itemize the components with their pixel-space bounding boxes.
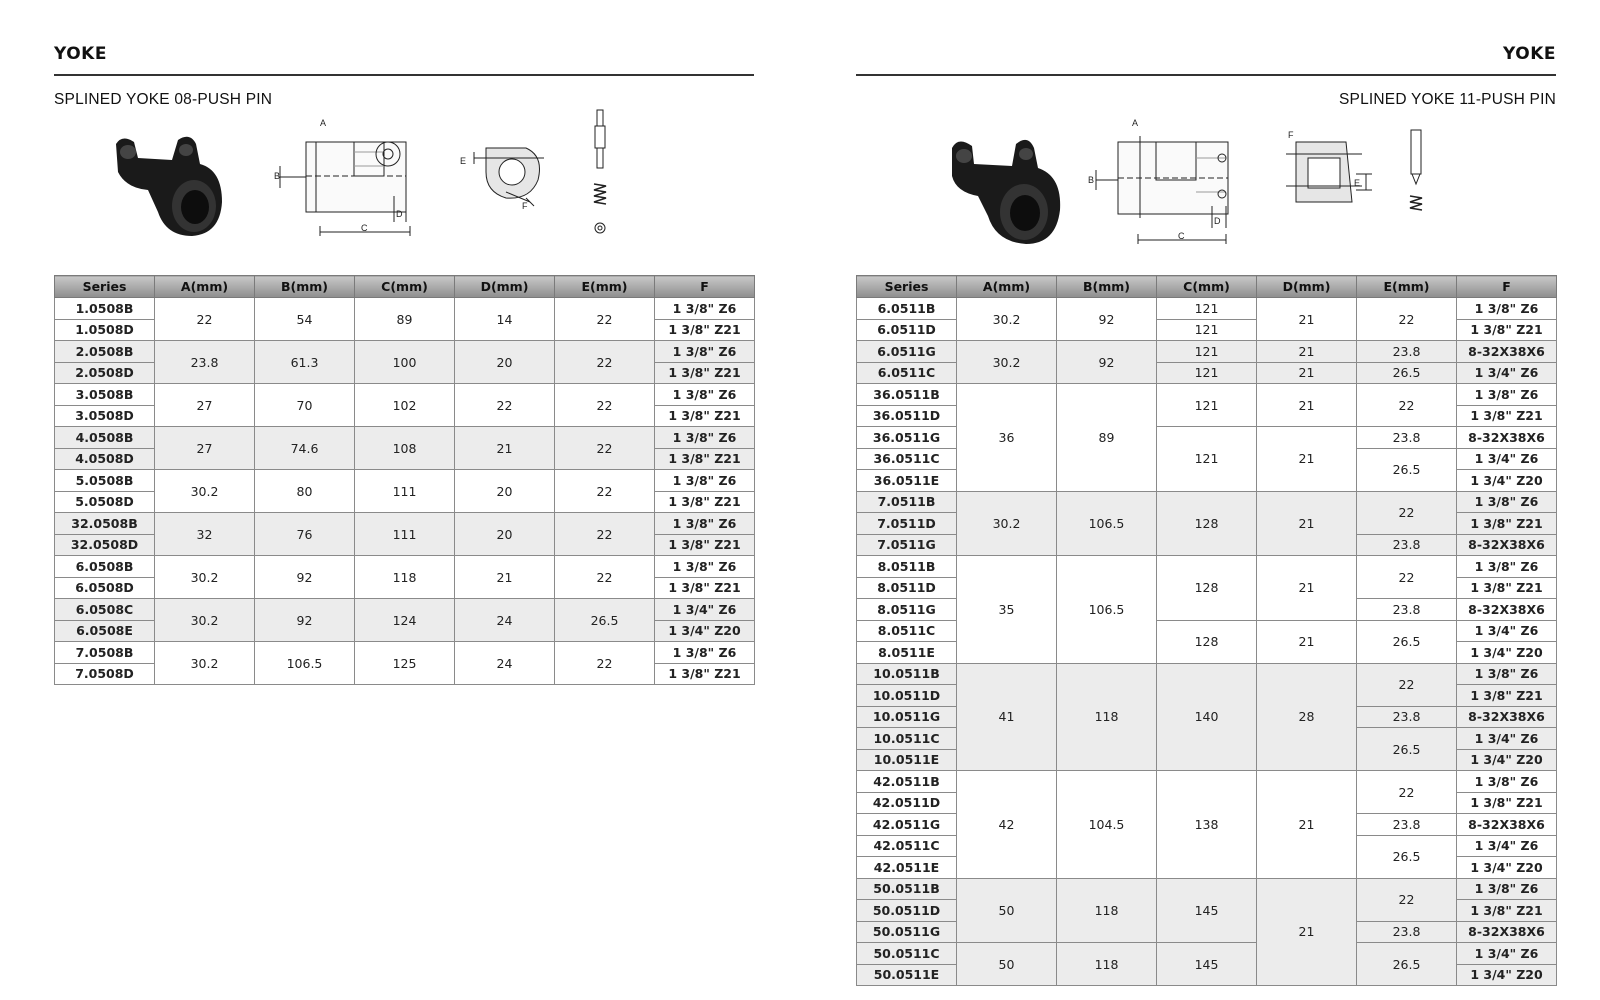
col-series: Series — [55, 276, 155, 298]
c-value: 121 — [1157, 319, 1257, 341]
left-page — [54, 0, 754, 1000]
series-cell: 42.0511B — [857, 771, 957, 793]
c-value: 128 — [1157, 556, 1257, 621]
e-value: 22 — [1357, 491, 1457, 534]
c-value: 89 — [355, 298, 455, 341]
f-value: 1 3/8" Z21 — [655, 405, 755, 427]
b-value: 118 — [1057, 663, 1157, 771]
a-value: 30.2 — [155, 599, 255, 642]
f-value: 1 3/8" Z21 — [655, 534, 755, 556]
e-value: 22 — [555, 642, 655, 685]
f-value: 1 3/8" Z21 — [655, 448, 755, 470]
left-subtitle: SPLINED YOKE 08-PUSH PIN — [54, 91, 273, 108]
e-value: 22 — [1357, 556, 1457, 599]
c-value: 121 — [1157, 341, 1257, 363]
col-e: E(mm) — [555, 276, 655, 298]
table-row — [55, 556, 755, 578]
c-value: 102 — [355, 384, 455, 427]
table-row — [857, 943, 1557, 965]
col-b: B(mm) — [255, 276, 355, 298]
e-value: 23.8 — [1357, 534, 1457, 556]
d-value: 21 — [1257, 620, 1357, 663]
col-a: A(mm) — [155, 276, 255, 298]
b-value: 118 — [1057, 878, 1157, 943]
f-value: 1 3/8" Z21 — [655, 491, 755, 513]
f-value: 1 3/8" Z21 — [1457, 577, 1557, 599]
e-value: 23.8 — [1357, 706, 1457, 728]
col-f: F — [655, 276, 755, 298]
table-row — [55, 427, 755, 449]
e-value: 26.5 — [1357, 362, 1457, 384]
e-value: 22 — [555, 556, 655, 599]
e-value: 22 — [1357, 771, 1457, 814]
yoke-photo-08 — [116, 137, 222, 236]
series-cell: 42.0511C — [857, 835, 957, 857]
a-value: 30.2 — [155, 556, 255, 599]
yoke-section-drawing-08 — [474, 148, 544, 206]
series-cell: 6.0511G — [857, 341, 957, 363]
series-cell: 6.0511B — [857, 298, 957, 320]
e-value: 22 — [555, 513, 655, 556]
table-row — [55, 341, 755, 363]
series-cell: 36.0511E — [857, 470, 957, 492]
b-value: 106.5 — [1057, 491, 1157, 556]
series-cell: 7.0511G — [857, 534, 957, 556]
e-value: 23.8 — [1357, 427, 1457, 449]
left-table-body — [55, 298, 755, 685]
a-value: 27 — [155, 384, 255, 427]
left-drawings — [54, 106, 754, 246]
series-cell: 8.0511C — [857, 620, 957, 642]
fig-label-a-08: A — [320, 118, 327, 128]
e-value: 26.5 — [1357, 943, 1457, 986]
fig-label-e-08: E — [460, 156, 467, 166]
f-value: 1 3/4" Z20 — [655, 620, 755, 642]
f-value: 8-32X38X6 — [1457, 706, 1557, 728]
left-spec-table — [54, 275, 755, 685]
c-value: 145 — [1157, 878, 1257, 943]
right-header-title: YOKE — [1503, 44, 1556, 64]
c-value: 118 — [355, 556, 455, 599]
col-f: F — [1457, 276, 1557, 298]
right-page — [856, 0, 1556, 1000]
yoke-side-drawing-08 — [280, 142, 410, 236]
d-value: 21 — [1257, 771, 1357, 879]
f-value: 1 3/8" Z21 — [1457, 900, 1557, 922]
f-value: 1 3/8" Z6 — [1457, 878, 1557, 900]
series-cell: 7.0511B — [857, 491, 957, 513]
yoke-side-drawing-11 — [1096, 136, 1228, 244]
d-value: 20 — [455, 341, 555, 384]
b-value: 92 — [255, 599, 355, 642]
d-value: 21 — [1257, 341, 1357, 363]
fig-label-d-11: D — [1214, 216, 1221, 226]
f-value: 1 3/8" Z6 — [655, 384, 755, 406]
a-value: 27 — [155, 427, 255, 470]
b-value: 76 — [255, 513, 355, 556]
series-cell: 3.0508B — [55, 384, 155, 406]
c-value: 108 — [355, 427, 455, 470]
series-cell: 42.0511D — [857, 792, 957, 814]
b-value: 61.3 — [255, 341, 355, 384]
series-cell: 7.0508D — [55, 663, 155, 685]
a-value: 42 — [957, 771, 1057, 879]
fig-label-d-08: D — [396, 209, 403, 219]
right-subtitle: SPLINED YOKE 11-PUSH PIN — [1339, 91, 1556, 108]
e-value: 23.8 — [1357, 599, 1457, 621]
e-value: 26.5 — [1357, 835, 1457, 878]
f-value: 1 3/8" Z6 — [655, 470, 755, 492]
series-cell: 50.0511E — [857, 964, 957, 986]
e-value: 23.8 — [1357, 341, 1457, 363]
d-value: 24 — [455, 599, 555, 642]
b-value: 92 — [1057, 341, 1157, 384]
e-value: 22 — [555, 470, 655, 513]
d-value: 21 — [1257, 298, 1357, 341]
col-series: Series — [857, 276, 957, 298]
f-value: 1 3/4" Z20 — [1457, 470, 1557, 492]
fig-label-b-11: B — [1088, 175, 1095, 185]
series-cell: 6.0508E — [55, 620, 155, 642]
b-value: 74.6 — [255, 427, 355, 470]
series-cell: 7.0508B — [55, 642, 155, 664]
c-value: 124 — [355, 599, 455, 642]
f-value: 1 3/4" Z20 — [1457, 749, 1557, 771]
series-cell: 50.0511C — [857, 943, 957, 965]
series-cell: 6.0508D — [55, 577, 155, 599]
c-value: 140 — [1157, 663, 1257, 771]
a-value: 50 — [957, 878, 1057, 943]
table-row — [857, 663, 1557, 685]
f-value: 1 3/8" Z6 — [1457, 491, 1557, 513]
a-value: 23.8 — [155, 341, 255, 384]
f-value: 1 3/4" Z6 — [1457, 620, 1557, 642]
c-value: 121 — [1157, 362, 1257, 384]
f-value: 8-32X38X6 — [1457, 599, 1557, 621]
a-value: 30.2 — [155, 470, 255, 513]
table-row — [857, 341, 1557, 363]
series-cell: 32.0508D — [55, 534, 155, 556]
series-cell: 8.0511E — [857, 642, 957, 664]
table-row — [857, 556, 1557, 578]
d-value: 21 — [1257, 491, 1357, 556]
f-value: 1 3/8" Z6 — [655, 513, 755, 535]
series-cell: 3.0508D — [55, 405, 155, 427]
f-value: 1 3/8" Z6 — [1457, 384, 1557, 406]
a-value: 30.2 — [957, 491, 1057, 556]
d-value: 21 — [1257, 362, 1357, 384]
table-row — [857, 878, 1557, 900]
push-pin-drawing-08 — [594, 110, 606, 233]
c-value: 111 — [355, 513, 455, 556]
e-value: 22 — [555, 384, 655, 427]
fig-label-a-11: A — [1132, 118, 1139, 128]
c-value: 121 — [1157, 384, 1257, 427]
f-value: 1 3/8" Z6 — [655, 642, 755, 664]
series-cell: 4.0508D — [55, 448, 155, 470]
series-cell: 10.0511B — [857, 663, 957, 685]
series-cell: 7.0511D — [857, 513, 957, 535]
table-row — [55, 384, 755, 406]
f-value: 1 3/8" Z6 — [1457, 556, 1557, 578]
yoke-section-drawing-11 — [1286, 142, 1372, 202]
f-value: 1 3/8" Z21 — [1457, 513, 1557, 535]
series-cell: 50.0511G — [857, 921, 957, 943]
b-value: 92 — [255, 556, 355, 599]
col-a: A(mm) — [957, 276, 1057, 298]
series-cell: 10.0511G — [857, 706, 957, 728]
series-cell: 5.0508B — [55, 470, 155, 492]
f-value: 8-32X38X6 — [1457, 341, 1557, 363]
c-value: 128 — [1157, 491, 1257, 556]
series-cell: 5.0508D — [55, 491, 155, 513]
f-value: 8-32X38X6 — [1457, 814, 1557, 836]
e-value: 22 — [555, 341, 655, 384]
c-value: 121 — [1157, 298, 1257, 320]
f-value: 1 3/4" Z20 — [1457, 964, 1557, 986]
e-value: 22 — [1357, 384, 1457, 427]
f-value: 8-32X38X6 — [1457, 534, 1557, 556]
series-cell: 50.0511D — [857, 900, 957, 922]
c-value: 100 — [355, 341, 455, 384]
series-cell: 2.0508B — [55, 341, 155, 363]
f-value: 1 3/8" Z21 — [1457, 685, 1557, 707]
f-value: 1 3/8" Z21 — [1457, 319, 1557, 341]
f-value: 1 3/4" Z6 — [1457, 943, 1557, 965]
f-value: 1 3/4" Z6 — [655, 599, 755, 621]
c-value: 138 — [1157, 771, 1257, 879]
table-row — [55, 513, 755, 535]
a-value: 30.2 — [957, 341, 1057, 384]
series-cell: 6.0508C — [55, 599, 155, 621]
table-row — [55, 470, 755, 492]
right-figures — [856, 106, 1556, 246]
e-value: 26.5 — [1357, 728, 1457, 771]
series-cell: 36.0511C — [857, 448, 957, 470]
c-value: 111 — [355, 470, 455, 513]
d-value: 28 — [1257, 663, 1357, 771]
e-value: 23.8 — [1357, 921, 1457, 943]
series-cell: 6.0508B — [55, 556, 155, 578]
d-value: 22 — [455, 384, 555, 427]
f-value: 1 3/8" Z6 — [655, 341, 755, 363]
d-value: 20 — [455, 513, 555, 556]
f-value: 1 3/8" Z21 — [1457, 405, 1557, 427]
f-value: 1 3/8" Z6 — [655, 427, 755, 449]
f-value: 1 3/8" Z6 — [655, 556, 755, 578]
b-value: 106.5 — [255, 642, 355, 685]
fig-label-b-08: B — [274, 171, 281, 181]
table-row — [857, 298, 1557, 320]
c-value: 125 — [355, 642, 455, 685]
f-value: 1 3/8" Z6 — [1457, 298, 1557, 320]
table-row — [55, 599, 755, 621]
fig-label-c-08: C — [361, 223, 368, 233]
table-row — [857, 491, 1557, 513]
f-value: 1 3/8" Z21 — [655, 319, 755, 341]
d-value: 21 — [1257, 427, 1357, 492]
f-value: 1 3/8" Z21 — [1457, 792, 1557, 814]
series-cell: 36.0511B — [857, 384, 957, 406]
series-cell: 8.0511B — [857, 556, 957, 578]
series-cell: 10.0511C — [857, 728, 957, 750]
right-spec-table — [856, 275, 1557, 986]
table-row — [857, 384, 1557, 406]
d-value: 21 — [455, 556, 555, 599]
c-value: 121 — [1157, 427, 1257, 492]
series-cell: 6.0511C — [857, 362, 957, 384]
series-cell: 4.0508B — [55, 427, 155, 449]
b-value: 89 — [1057, 384, 1157, 492]
e-value: 22 — [1357, 878, 1457, 921]
f-value: 1 3/8" Z6 — [1457, 771, 1557, 793]
d-value: 21 — [455, 427, 555, 470]
series-cell: 36.0511D — [857, 405, 957, 427]
f-value: 1 3/8" Z6 — [655, 298, 755, 320]
e-value: 26.5 — [1357, 620, 1457, 663]
left-header-title: YOKE — [54, 44, 107, 64]
right-header — [856, 44, 1556, 76]
series-cell: 50.0511B — [857, 878, 957, 900]
a-value: 36 — [957, 384, 1057, 492]
d-value: 14 — [455, 298, 555, 341]
d-value: 21 — [1257, 384, 1357, 427]
left-figures — [54, 106, 754, 246]
table-row — [857, 771, 1557, 793]
f-value: 1 3/4" Z20 — [1457, 857, 1557, 879]
f-value: 1 3/4" Z6 — [1457, 448, 1557, 470]
series-cell: 10.0511D — [857, 685, 957, 707]
series-cell: 8.0511G — [857, 599, 957, 621]
table-row — [55, 642, 755, 664]
series-cell: 10.0511E — [857, 749, 957, 771]
table-row — [55, 298, 755, 320]
col-e: E(mm) — [1357, 276, 1457, 298]
c-value: 128 — [1157, 620, 1257, 663]
series-cell: 32.0508B — [55, 513, 155, 535]
f-value: 1 3/8" Z21 — [655, 663, 755, 685]
col-c: C(mm) — [1157, 276, 1257, 298]
fig-label-e-11: E — [1354, 178, 1361, 188]
f-value: 1 3/4" Z20 — [1457, 642, 1557, 664]
left-table-header-row — [55, 276, 755, 298]
series-cell: 6.0511D — [857, 319, 957, 341]
d-value: 24 — [455, 642, 555, 685]
b-value: 106.5 — [1057, 556, 1157, 664]
e-value: 22 — [1357, 298, 1457, 341]
e-value: 23.8 — [1357, 814, 1457, 836]
e-value: 26.5 — [555, 599, 655, 642]
e-value: 26.5 — [1357, 448, 1457, 491]
series-cell: 1.0508B — [55, 298, 155, 320]
a-value: 50 — [957, 943, 1057, 986]
a-value: 35 — [957, 556, 1057, 664]
e-value: 22 — [555, 427, 655, 470]
b-value: 104.5 — [1057, 771, 1157, 879]
series-cell: 36.0511G — [857, 427, 957, 449]
series-cell: 2.0508D — [55, 362, 155, 384]
f-value: 1 3/8" Z21 — [655, 577, 755, 599]
b-value: 54 — [255, 298, 355, 341]
right-drawings — [856, 106, 1556, 246]
f-value: 1 3/4" Z6 — [1457, 362, 1557, 384]
a-value: 32 — [155, 513, 255, 556]
f-value: 1 3/8" Z21 — [655, 362, 755, 384]
series-cell: 42.0511G — [857, 814, 957, 836]
f-value: 8-32X38X6 — [1457, 427, 1557, 449]
series-cell: 1.0508D — [55, 319, 155, 341]
series-cell: 8.0511D — [857, 577, 957, 599]
push-pin-drawing-11 — [1410, 130, 1422, 210]
f-value: 8-32X38X6 — [1457, 921, 1557, 943]
f-value: 1 3/4" Z6 — [1457, 728, 1557, 750]
a-value: 41 — [957, 663, 1057, 771]
e-value: 22 — [1357, 663, 1457, 706]
d-value: 21 — [1257, 878, 1357, 986]
b-value: 118 — [1057, 943, 1157, 986]
right-table-header-row — [857, 276, 1557, 298]
f-value: 1 3/8" Z6 — [1457, 663, 1557, 685]
series-cell: 42.0511E — [857, 857, 957, 879]
a-value: 30.2 — [155, 642, 255, 685]
col-d: D(mm) — [455, 276, 555, 298]
d-value: 20 — [455, 470, 555, 513]
fig-label-f-11: F — [1288, 130, 1294, 140]
left-header — [54, 44, 754, 76]
f-value: 1 3/4" Z6 — [1457, 835, 1557, 857]
fig-label-f-08: F — [522, 201, 528, 211]
c-value: 145 — [1157, 943, 1257, 986]
b-value: 92 — [1057, 298, 1157, 341]
yoke-photo-11 — [952, 140, 1060, 244]
a-value: 30.2 — [957, 298, 1057, 341]
b-value: 70 — [255, 384, 355, 427]
b-value: 80 — [255, 470, 355, 513]
col-d: D(mm) — [1257, 276, 1357, 298]
fig-label-c-11: C — [1178, 231, 1185, 241]
a-value: 22 — [155, 298, 255, 341]
e-value: 22 — [555, 298, 655, 341]
col-c: C(mm) — [355, 276, 455, 298]
col-b: B(mm) — [1057, 276, 1157, 298]
right-table-body — [857, 298, 1557, 986]
d-value: 21 — [1257, 556, 1357, 621]
